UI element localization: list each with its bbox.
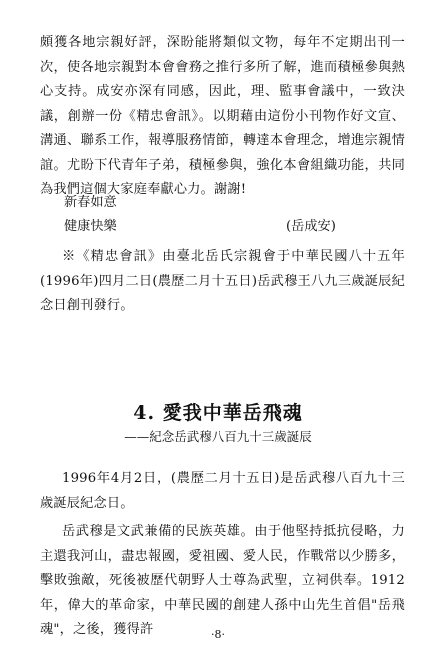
signature: (岳成安) xyxy=(286,219,336,234)
letter-paragraph: 頗獲各地宗親好評，深盼能將類似文物，每年不定期出刊一次，使各地宗親對本會會務之推行多所了解，進而積極參與熱心支持。成安亦深有同感，因此，理、監事會議中，一致決議，創辦一份《精忠會訊》。以期藉由這份小刊物作好文宣、溝通、聯系工作，報導服務情節，轉達本會理念，增進宗親情誼。尤盼下代青年子弟，積極參與，強化本會組織功能，共同為我們這個大家庭奉獻心力。謝謝! xyxy=(40,35,405,197)
page-number: ·8· xyxy=(211,628,225,641)
article-title: 4. 愛我中華岳飛魂 xyxy=(133,402,303,424)
publication-note: ※《精忠會訊》由臺北岳氏宗親會于中華民國八十五年(1996年)四月二日(農歷二月十五日)岳武穆王八九三歲誕辰紀念日創刊發行。 xyxy=(40,249,405,313)
closing-greeting-1: 新春如意 xyxy=(64,195,117,210)
article-paragraph-2: 岳武穆是文武兼備的民族英雄。由于他堅持抵抗侵略，力主還我河山，盡忠報國，愛祖國、愛人民，作戰常以少勝多，擊敗強敵，死後被歷代朝野人士尊為武聖，立祠供奉。1912年，偉大的革命家，中華民國的創建人孫中山先生首倡"岳飛魂"，之後，獲得許 xyxy=(40,524,405,637)
closing-greeting-2: 健康快樂 xyxy=(64,219,117,234)
article-paragraph-1: 1996年4月2日，(農歷二月十五日)是岳武穆八百九十三歲誕辰紀念日。 xyxy=(40,471,405,511)
article-subtitle: ——紀念岳武穆八百九十三歲誕辰 xyxy=(124,429,312,444)
